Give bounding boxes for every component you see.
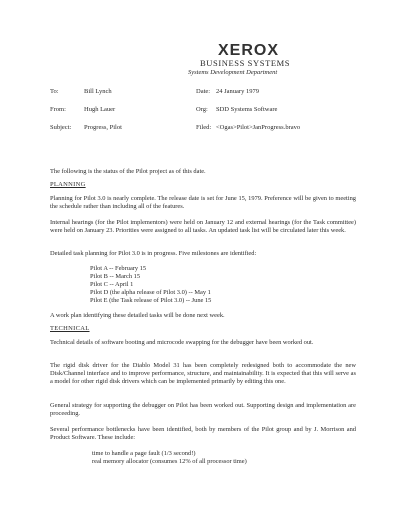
planning-paragraph-4: A work plan identifying these detailed tasks will be done next week. xyxy=(50,312,225,319)
milestone-item: Pilot B -- March 15 xyxy=(90,273,141,280)
bottleneck-item: real memory allocator (consumes 12% of all processor time) xyxy=(92,458,247,465)
to-label: To: xyxy=(50,88,59,95)
org-value: SDD Systems Software xyxy=(216,106,278,113)
planning-paragraph-2: Internal hearings (for the Pilot implementors) were held on January 12 and external hearings (for the Task committee) were held on January 23. Priorities were assigned to all tasks. An updated task list will be circulated later this week. xyxy=(50,219,356,234)
bottleneck-item: time to handle a page fault (1/3 second!) xyxy=(92,450,196,457)
division-name: BUSINESS SYSTEMS xyxy=(200,58,291,68)
technical-paragraph-2: The rigid disk driver for the Diablo Model 31 has been completely redesigned both to accommodate the new Disk/Channel interface and to improve performance, structure, and maintainability. It is expected that this will serve as a model for other rigid disk drivers which can be implemented primarily by editing this one. xyxy=(50,362,356,385)
subject-label: Subject: xyxy=(50,124,72,131)
date-label: Date: xyxy=(196,88,211,95)
milestone-item: Pilot E (the Task release of Pilot 3.0) -- June 15 xyxy=(90,297,212,304)
technical-paragraph-4: Several performance bottlenecks have been identified, both by members of the Pilot group and by J. Morrison and Product Software. These include: xyxy=(50,426,356,441)
planning-heading: PLANNING xyxy=(50,181,86,188)
xerox-logo: XEROX xyxy=(218,42,280,59)
milestone-item: Pilot D (the alpha release of Pilot 3.0) -- May 1 xyxy=(90,289,211,296)
planning-paragraph-1: Planning for Pilot 3.0 is nearly complete. The release date is set for June 15, 1979. Preference will be given to meeting the schedule rather than including all of the features. xyxy=(50,195,356,210)
from-label: From: xyxy=(50,106,66,113)
milestone-item: Pilot A -- February 15 xyxy=(90,265,147,272)
technical-paragraph-3: General strategy for supporting the debugger on Pilot has been worked out. Supporting design and implementation are proceeding. xyxy=(50,402,356,417)
org-label: Org: xyxy=(196,106,208,113)
milestone-item: Pilot C -- April 1 xyxy=(90,281,134,288)
technical-paragraph-1: Technical details of software booting and microcode swapping for the debugger have been worked out. xyxy=(50,339,314,346)
filed-value: <Ogas>Pilot>JanProgress.bravo xyxy=(216,124,301,131)
intro-paragraph: The following is the status of the Pilot project as of this date. xyxy=(50,168,206,175)
subject-value: Progress, Pilot xyxy=(84,124,122,131)
department-name: Systems Development Department xyxy=(188,69,278,76)
filed-label: Filed: xyxy=(196,124,212,131)
to-value: Bill Lynch xyxy=(84,88,112,95)
planning-paragraph-3: Detailed task planning for Pilot 3.0 is in progress. Five milestones are identified: xyxy=(50,250,257,257)
technical-heading: TECHNICAL xyxy=(50,325,90,332)
from-value: Hugh Lauer xyxy=(84,106,116,113)
date-value: 24 January 1979 xyxy=(216,88,259,95)
